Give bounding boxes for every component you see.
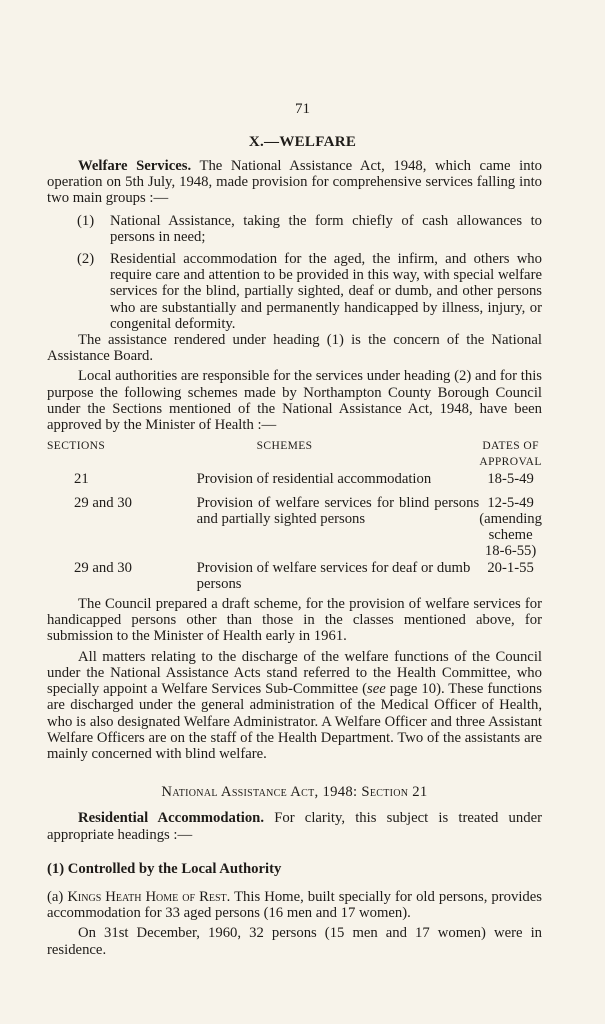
residence-paragraph: On 31st December, 1960, 32 persons (15 men and 17 women) were in residence.	[47, 925, 542, 958]
header-schemes: SCHEMES	[256, 440, 313, 453]
kings-heath-name: Kings Heath Home of Rest.	[67, 888, 231, 905]
subheading: (1) Controlled by the Local Authority	[47, 860, 282, 877]
table-row	[47, 560, 542, 592]
section-title: National Assistance Act, 1948: Section 21	[161, 784, 428, 801]
residential-paragraph: Residential Accommodation. For clarity, this subject is treated under appropriate headings :—	[47, 810, 542, 843]
row-date-note: (amending scheme 18-6-55)	[479, 511, 542, 560]
row-date	[479, 495, 542, 560]
row-scheme: Provision of residential accommodation	[196, 470, 432, 487]
page-number: 71	[295, 101, 310, 117]
row-scheme: Provision of welfare services for deaf or dumb persons	[196, 559, 471, 592]
group-number: (1)	[77, 212, 95, 229]
group-text: National Assistance, taking the form chiefly of cash allowances to persons in need;	[110, 212, 542, 245]
header-dates: DATES OF APPROVAL	[479, 440, 542, 469]
chapter-heading: X.—WELFARE	[248, 134, 357, 150]
table-header-row	[47, 438, 542, 470]
row-date: 20-1-55	[487, 559, 534, 576]
row-section: 21	[74, 470, 89, 487]
row-date: 18-5-49	[487, 470, 534, 487]
group-item-1	[47, 213, 542, 245]
matters-paragraph: All matters relating to the discharge of the welfare functions of the Council under the National Assistance Acts stand referred to the Health Committee, who specially appoint a Welfare Services Sub-Committee (see page 10). These functions are discharged under the general administration of the Medical Officer of Health, who is also designated Welfare Administrator. A Welfare Officer and three Assistant Welfare Officers are on the staff of the Health Department. Two of the assistants are mainly concerned with blind welfare.	[47, 648, 542, 762]
row-section: 29 and 30	[74, 494, 132, 511]
residential-lead: Residential Accommodation.	[78, 810, 265, 827]
group-text: Residential accommodation for the aged, the infirm, and others who require care and attention to be provided in this way, with special welfare services for the blind, partially sighted, deaf or dumb, and other persons who are substantially and permanently handicapped by illness, injury, or congenital deformity.	[110, 251, 542, 332]
group-item-2	[47, 251, 542, 332]
concern-paragraph: The assistance rendered under heading (1) is the concern of the National Assistance Board.	[47, 332, 542, 365]
kings-heath-paragraph: (a) Kings Heath Home of Rest. This Home, built specially for old persons, provides accommodation for 33 aged persons (16 men and 17 women).	[47, 888, 542, 922]
kings-heath-label: (a)	[47, 888, 64, 905]
table-row	[47, 495, 542, 560]
row-date-value: 12-5-49	[487, 494, 534, 511]
intro-text: The National Assistance Act, 1948, which came into operation on 5th July, 1948, made provision for comprehensive services falling into two main groups :—	[47, 158, 542, 207]
table-row	[47, 471, 542, 487]
row-section: 29 and 30	[74, 559, 132, 576]
page-body	[47, 158, 542, 958]
row-scheme: Provision of welfare services for blind persons and partially sighted persons	[196, 494, 480, 528]
header-sections: SECTIONS	[47, 440, 106, 453]
draft-scheme-paragraph: The Council prepared a draft scheme, for the provision of welfare services for handicapped persons other than those in the classes mentioned above, for submission to the Minister of Health early in 1961.	[47, 596, 542, 645]
schemes-table	[47, 438, 542, 592]
see-italic: see	[366, 681, 386, 698]
group-number: (2)	[77, 251, 95, 268]
intro-paragraph	[47, 158, 542, 207]
local-authorities-paragraph: Local authorities are responsible for the services under heading (2) and for this purpose the following schemes made by Northampton County Borough Council under the Sections mentioned of the National Assistance Act, 1948, have been approved by the Minister of Health :—	[47, 368, 542, 434]
intro-lead: Welfare Services.	[78, 158, 192, 174]
